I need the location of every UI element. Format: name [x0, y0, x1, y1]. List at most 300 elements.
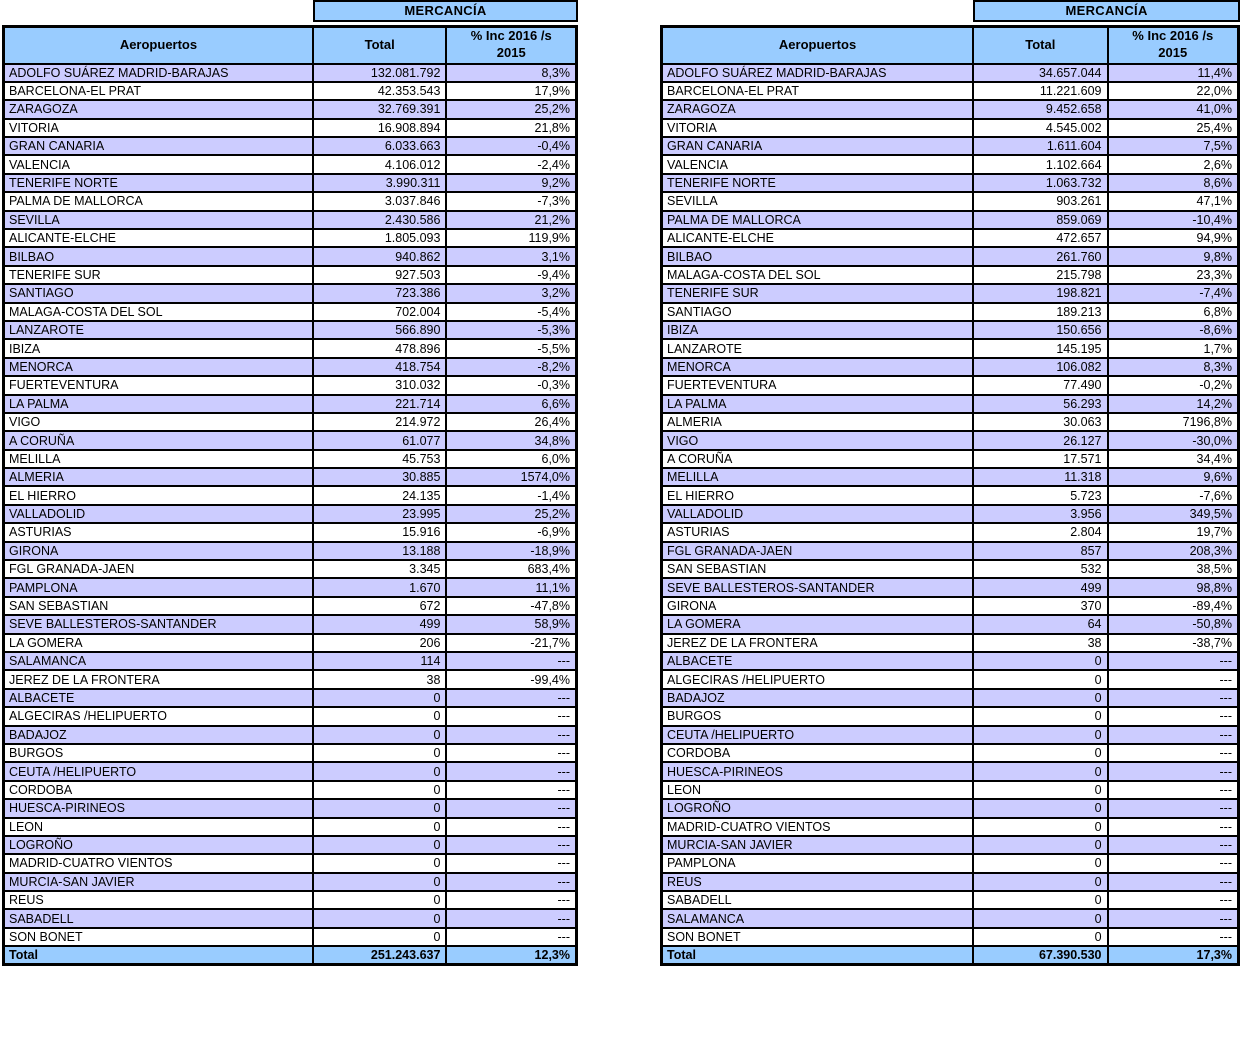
table-row [662, 413, 1239, 431]
total-cell: 2.430.586 [313, 211, 447, 229]
table-row [662, 119, 1239, 137]
cargo-table-left [2, 0, 578, 966]
airport-name-cell: GRAN CANARIA [4, 137, 313, 155]
airport-name-cell: BARCELONA-EL PRAT [662, 82, 974, 100]
pct-cell: 208,3% [1108, 542, 1239, 560]
total-cell: 0 [313, 891, 447, 909]
table-row [4, 247, 577, 265]
airport-name-cell: ASTURIAS [662, 523, 974, 541]
pct-cell: --- [1108, 909, 1239, 927]
table-row [662, 486, 1239, 504]
pct-cell: --- [1108, 818, 1239, 836]
pct-cell: --- [446, 873, 576, 891]
total-cell: 1.805.093 [313, 229, 447, 247]
total-cell: 0 [973, 744, 1107, 762]
table-row [662, 928, 1239, 946]
airport-name-cell: A CORUÑA [4, 431, 313, 449]
pct-cell: --- [446, 744, 576, 762]
airport-name-cell: EL HIERRO [4, 486, 313, 504]
table-row [4, 744, 577, 762]
pct-cell: --- [446, 689, 576, 707]
table-row [662, 284, 1239, 302]
total-cell: 0 [973, 799, 1107, 817]
table-row [4, 174, 577, 192]
total-cell: 221.714 [313, 395, 447, 413]
pct-cell: --- [1108, 891, 1239, 909]
total-cell: 0 [973, 707, 1107, 725]
table-row [4, 413, 577, 431]
total-cell: 370 [973, 597, 1107, 615]
airport-name-cell: LA PALMA [662, 395, 974, 413]
pct-column-header [1108, 27, 1239, 64]
pct-cell: -5,5% [446, 339, 576, 357]
airport-name-cell: MALAGA-COSTA DEL SOL [662, 266, 974, 284]
total-cell: 3.990.311 [313, 174, 447, 192]
table-body-right [662, 64, 1239, 947]
airport-name-cell: ALBACETE [662, 652, 974, 670]
pct-cell: 9,8% [1108, 247, 1239, 265]
table-row [662, 523, 1239, 541]
table-row [662, 431, 1239, 449]
total-cell: 0 [973, 670, 1107, 688]
total-column-header: Total [973, 27, 1107, 64]
total-cell: 499 [973, 578, 1107, 596]
table-row [4, 542, 577, 560]
airport-name-cell: BARCELONA-EL PRAT [4, 82, 313, 100]
pct-cell: 1574,0% [446, 468, 576, 486]
airport-name-cell: SEVE BALLESTEROS-SANTANDER [662, 578, 974, 596]
table-footer-left [4, 946, 577, 964]
total-row-value: 251.243.637 [313, 946, 447, 964]
table-row [662, 174, 1239, 192]
airport-name-cell: SANTIAGO [4, 284, 313, 302]
cargo-data-table-right [660, 25, 1240, 966]
total-cell: 940.862 [313, 247, 447, 265]
pct-cell: 1,7% [1108, 339, 1239, 357]
table-row [662, 891, 1239, 909]
airport-name-cell: FUERTEVENTURA [4, 376, 313, 394]
airport-name-cell: LOGROÑO [662, 799, 974, 817]
total-cell: 114 [313, 652, 447, 670]
total-cell: 499 [313, 615, 447, 633]
total-cell: 859.069 [973, 211, 1107, 229]
table-row [662, 689, 1239, 707]
table-row [662, 266, 1239, 284]
total-row-value: 67.390.530 [973, 946, 1107, 964]
table-row [4, 119, 577, 137]
pct-cell: 26,4% [446, 413, 576, 431]
airport-name-cell: VALENCIA [662, 155, 974, 173]
airport-name-cell: VITORIA [4, 119, 313, 137]
pct-cell: -8,6% [1108, 321, 1239, 339]
pct-cell: --- [446, 762, 576, 780]
table-row [662, 634, 1239, 652]
total-cell: 0 [973, 873, 1107, 891]
airport-name-cell: MELILLA [662, 468, 974, 486]
pct-cell: 8,3% [446, 64, 576, 82]
total-cell: 0 [973, 836, 1107, 854]
pct-cell: 6,6% [446, 395, 576, 413]
total-cell: 0 [313, 726, 447, 744]
total-cell: 903.261 [973, 192, 1107, 210]
pct-cell: --- [1108, 762, 1239, 780]
table-row [4, 707, 577, 725]
pct-cell: --- [446, 909, 576, 927]
table-row [662, 450, 1239, 468]
table-row [662, 211, 1239, 229]
pct-cell: 47,1% [1108, 192, 1239, 210]
total-cell: 11.318 [973, 468, 1107, 486]
pct-cell: --- [446, 836, 576, 854]
total-cell: 32.769.391 [313, 100, 447, 118]
table-row [4, 873, 577, 891]
pct-cell: 25,2% [446, 100, 576, 118]
total-row [4, 946, 577, 964]
pct-cell: --- [446, 799, 576, 817]
total-cell: 145.195 [973, 339, 1107, 357]
table-row [4, 652, 577, 670]
pct-cell: -7,4% [1108, 284, 1239, 302]
airport-name-cell: BILBAO [4, 247, 313, 265]
pct-cell: --- [1108, 781, 1239, 799]
pct-cell: 22,0% [1108, 82, 1239, 100]
pct-cell: -8,2% [446, 358, 576, 376]
airport-name-cell: CORDOBA [4, 781, 313, 799]
total-row-label: Total [4, 946, 313, 964]
total-cell: 723.386 [313, 284, 447, 302]
table-row [4, 909, 577, 927]
airport-name-cell: JEREZ DE LA FRONTERA [4, 670, 313, 688]
pct-cell: --- [446, 781, 576, 799]
total-cell: 927.503 [313, 266, 447, 284]
pct-cell: 11,4% [1108, 64, 1239, 82]
total-cell: 189.213 [973, 303, 1107, 321]
total-cell: 17.571 [973, 450, 1107, 468]
airport-name-cell: SON BONET [662, 928, 974, 946]
table-row [4, 486, 577, 504]
airport-name-cell: ALGECIRAS /HELIPUERTO [662, 670, 974, 688]
total-cell: 206 [313, 634, 447, 652]
table-row [4, 82, 577, 100]
total-cell: 0 [313, 762, 447, 780]
table-row [662, 707, 1239, 725]
total-cell: 4.545.002 [973, 119, 1107, 137]
airport-name-cell: FUERTEVENTURA [662, 376, 974, 394]
pct-cell: --- [1108, 799, 1239, 817]
pct-column-header [446, 27, 576, 64]
total-cell: 0 [973, 726, 1107, 744]
table-row [662, 358, 1239, 376]
table-row [4, 634, 577, 652]
pct-cell: 11,1% [446, 578, 576, 596]
total-cell: 0 [973, 854, 1107, 872]
airports-column-header: Aeropuertos [662, 27, 974, 64]
total-cell: 11.221.609 [973, 82, 1107, 100]
total-cell: 1.611.604 [973, 137, 1107, 155]
table-row [662, 578, 1239, 596]
airport-name-cell: ZARAGOZA [662, 100, 974, 118]
pct-cell: -21,7% [446, 634, 576, 652]
pct-cell: 34,8% [446, 431, 576, 449]
total-cell: 0 [973, 891, 1107, 909]
total-cell: 9.452.658 [973, 100, 1107, 118]
airport-name-cell: BILBAO [662, 247, 974, 265]
table-row [662, 468, 1239, 486]
table-row [662, 873, 1239, 891]
table-row [662, 155, 1239, 173]
table-row [662, 303, 1239, 321]
total-cell: 77.490 [973, 376, 1107, 394]
table-row [4, 155, 577, 173]
total-cell: 3.037.846 [313, 192, 447, 210]
airport-name-cell: FGL GRANADA-JAEN [662, 542, 974, 560]
airport-name-cell: SABADELL [662, 891, 974, 909]
total-row-pct: 12,3% [446, 946, 576, 964]
table-row [4, 192, 577, 210]
total-cell: 4.106.012 [313, 155, 447, 173]
pct-cell: 98,8% [1108, 578, 1239, 596]
pct-header-line1: % Inc 2016 /s [470, 28, 552, 44]
pct-cell: 3,2% [446, 284, 576, 302]
pct-cell: --- [446, 928, 576, 946]
mercancia-banner-right: MERCANCÍA [973, 0, 1240, 22]
table-row [662, 100, 1239, 118]
pct-cell: 8,6% [1108, 174, 1239, 192]
airport-name-cell: VALLADOLID [662, 505, 974, 523]
table-row [662, 799, 1239, 817]
pct-cell: -99,4% [446, 670, 576, 688]
banner-spacer [2, 0, 313, 22]
pct-cell: -9,4% [446, 266, 576, 284]
pct-cell: --- [1108, 928, 1239, 946]
total-cell: 106.082 [973, 358, 1107, 376]
airport-name-cell: LEON [4, 818, 313, 836]
airport-name-cell: LA GOMERA [662, 615, 974, 633]
table-row [4, 726, 577, 744]
airport-name-cell: ALBACETE [4, 689, 313, 707]
total-cell: 0 [313, 928, 447, 946]
table-row [662, 762, 1239, 780]
total-cell: 2.804 [973, 523, 1107, 541]
airport-name-cell: ASTURIAS [4, 523, 313, 541]
pct-cell: 6,0% [446, 450, 576, 468]
total-cell: 0 [973, 762, 1107, 780]
table-row [4, 836, 577, 854]
airport-name-cell: LOGROÑO [4, 836, 313, 854]
table-row [4, 818, 577, 836]
table-row [662, 597, 1239, 615]
pct-cell: 94,9% [1108, 229, 1239, 247]
airport-name-cell: SON BONET [4, 928, 313, 946]
airport-name-cell: GIRONA [662, 597, 974, 615]
table-row [662, 192, 1239, 210]
pct-cell: --- [1108, 744, 1239, 762]
airport-name-cell: LEON [662, 781, 974, 799]
airport-name-cell: ALICANTE-ELCHE [4, 229, 313, 247]
total-cell: 0 [973, 928, 1107, 946]
pct-cell: 23,3% [1108, 266, 1239, 284]
total-cell: 5.723 [973, 486, 1107, 504]
total-cell: 0 [973, 652, 1107, 670]
total-cell: 310.032 [313, 376, 447, 394]
airport-name-cell: PAMPLONA [662, 854, 974, 872]
pct-cell: -6,9% [446, 523, 576, 541]
mercancia-banner-row-right [660, 0, 1240, 22]
airport-name-cell: MENORCA [662, 358, 974, 376]
total-cell: 23.995 [313, 505, 447, 523]
pct-cell: -89,4% [1108, 597, 1239, 615]
total-cell: 38 [313, 670, 447, 688]
airport-name-cell: HUESCA-PIRINEOS [4, 799, 313, 817]
total-cell: 42.353.543 [313, 82, 447, 100]
airport-name-cell: ALICANTE-ELCHE [662, 229, 974, 247]
table-header-right [662, 27, 1239, 64]
pct-cell: 3,1% [446, 247, 576, 265]
airport-name-cell: MADRID-CUATRO VIENTOS [662, 818, 974, 836]
pct-cell: 34,4% [1108, 450, 1239, 468]
airport-name-cell: IBIZA [662, 321, 974, 339]
pct-cell: --- [1108, 854, 1239, 872]
total-cell: 3.345 [313, 560, 447, 578]
pct-cell: 7,5% [1108, 137, 1239, 155]
pct-cell: --- [1108, 670, 1239, 688]
total-cell: 13.188 [313, 542, 447, 560]
airport-name-cell: PALMA DE MALLORCA [662, 211, 974, 229]
pct-cell: 9,2% [446, 174, 576, 192]
total-cell: 0 [313, 818, 447, 836]
airport-name-cell: BURGOS [4, 744, 313, 762]
total-cell: 672 [313, 597, 447, 615]
table-row [662, 652, 1239, 670]
airport-name-cell: REUS [662, 873, 974, 891]
table-row [662, 229, 1239, 247]
airport-name-cell: VITORIA [662, 119, 974, 137]
mercancia-banner-left: MERCANCÍA [313, 0, 578, 22]
total-cell: 30.885 [313, 468, 447, 486]
table-header-left [4, 27, 577, 64]
pct-cell: --- [1108, 726, 1239, 744]
table-row [4, 762, 577, 780]
table-row [4, 670, 577, 688]
table-row [4, 284, 577, 302]
total-cell: 0 [313, 873, 447, 891]
table-row [4, 891, 577, 909]
airport-name-cell: TENERIFE NORTE [662, 174, 974, 192]
pct-cell: 25,4% [1108, 119, 1239, 137]
airport-name-cell: LANZAROTE [4, 321, 313, 339]
airports-column-header: Aeropuertos [4, 27, 313, 64]
pct-cell: 2,6% [1108, 155, 1239, 173]
total-row [662, 946, 1239, 964]
airport-name-cell: VALLADOLID [4, 505, 313, 523]
table-row [4, 799, 577, 817]
pct-cell: 14,2% [1108, 395, 1239, 413]
pct-cell: --- [446, 707, 576, 725]
airport-name-cell: CORDOBA [662, 744, 974, 762]
airport-name-cell: BADAJOZ [4, 726, 313, 744]
airport-name-cell: REUS [4, 891, 313, 909]
table-row [4, 615, 577, 633]
total-cell: 30.063 [973, 413, 1107, 431]
airport-name-cell: LA PALMA [4, 395, 313, 413]
pct-cell: --- [1108, 707, 1239, 725]
table-row [662, 376, 1239, 394]
total-cell: 0 [313, 744, 447, 762]
airport-name-cell: TENERIFE SUR [4, 266, 313, 284]
pct-cell: -30,0% [1108, 431, 1239, 449]
airport-name-cell: MURCIA-SAN JAVIER [662, 836, 974, 854]
table-row [662, 854, 1239, 872]
table-row [662, 744, 1239, 762]
airport-name-cell: A CORUÑA [662, 450, 974, 468]
table-row [662, 818, 1239, 836]
airport-name-cell: LA GOMERA [4, 634, 313, 652]
table-row [662, 137, 1239, 155]
table-row [4, 523, 577, 541]
total-cell: 34.657.044 [973, 64, 1107, 82]
total-cell: 0 [313, 836, 447, 854]
total-cell: 64 [973, 615, 1107, 633]
total-cell: 16.908.894 [313, 119, 447, 137]
pct-cell: 21,2% [446, 211, 576, 229]
airport-name-cell: CEUTA /HELIPUERTO [662, 726, 974, 744]
pct-cell: -5,3% [446, 321, 576, 339]
table-row [4, 211, 577, 229]
airport-name-cell: VIGO [4, 413, 313, 431]
table-row [662, 82, 1239, 100]
airport-name-cell: SANTIAGO [662, 303, 974, 321]
airport-name-cell: EL HIERRO [662, 486, 974, 504]
pct-header-line1: % Inc 2016 /s [1132, 28, 1214, 44]
table-row [662, 321, 1239, 339]
cargo-table-right [660, 0, 1240, 966]
total-cell: 0 [973, 818, 1107, 836]
total-cell: 1.102.664 [973, 155, 1107, 173]
total-cell: 566.890 [313, 321, 447, 339]
table-row [662, 339, 1239, 357]
pct-cell: 6,8% [1108, 303, 1239, 321]
airport-name-cell: ADOLFO SUÁREZ MADRID-BARAJAS [662, 64, 974, 82]
table-row [4, 597, 577, 615]
table-row [662, 781, 1239, 799]
table-row [4, 339, 577, 357]
total-cell: 478.896 [313, 339, 447, 357]
airport-name-cell: VALENCIA [4, 155, 313, 173]
table-row [662, 726, 1239, 744]
total-cell: 472.657 [973, 229, 1107, 247]
pct-cell: 119,9% [446, 229, 576, 247]
total-cell: 702.004 [313, 303, 447, 321]
total-cell: 38 [973, 634, 1107, 652]
table-row [4, 468, 577, 486]
pct-cell: 7196,8% [1108, 413, 1239, 431]
airport-name-cell: ZARAGOZA [4, 100, 313, 118]
airport-name-cell: SALAMANCA [662, 909, 974, 927]
total-cell: 198.821 [973, 284, 1107, 302]
table-footer-right [662, 946, 1239, 964]
airport-name-cell: ADOLFO SUÁREZ MADRID-BARAJAS [4, 64, 313, 82]
total-cell: 3.956 [973, 505, 1107, 523]
total-row-pct: 17,3% [1108, 946, 1239, 964]
pct-cell: 41,0% [1108, 100, 1239, 118]
airport-name-cell: TENERIFE SUR [662, 284, 974, 302]
pct-cell: -18,9% [446, 542, 576, 560]
pct-cell: --- [1108, 652, 1239, 670]
total-cell: 1.670 [313, 578, 447, 596]
table-row [4, 854, 577, 872]
pct-cell: -7,6% [1108, 486, 1239, 504]
total-cell: 215.798 [973, 266, 1107, 284]
